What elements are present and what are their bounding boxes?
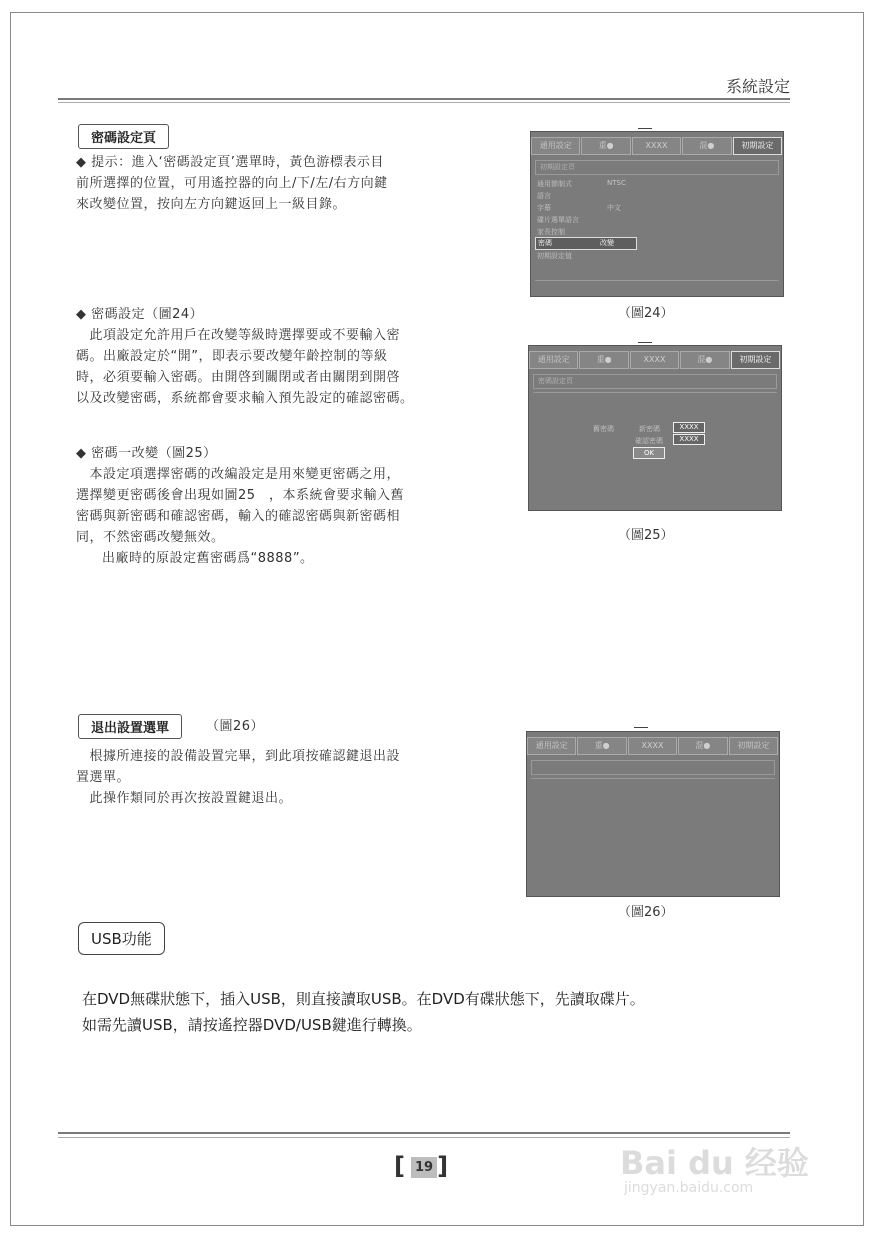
screen-divider: [531, 778, 775, 779]
password-setting-block: [76, 304, 414, 409]
tab-2[interactable]: 重●: [581, 137, 630, 155]
footer-rule: [58, 1132, 790, 1134]
tab-general[interactable]: 通用設定: [529, 351, 578, 369]
password-tip: [76, 152, 388, 215]
body-line: 此操作類同於再次按設置鍵退出。: [76, 791, 293, 806]
tab-initial-settings[interactable]: 初期設定: [733, 137, 782, 155]
new-password-label: 新密碼: [639, 425, 660, 433]
tab-general[interactable]: 通用設定: [531, 137, 580, 155]
section-title-exit: 退出設置選單: [78, 714, 182, 739]
watermark-url: jingyan.baidu.com: [624, 1180, 754, 1196]
menu-row-label[interactable]: 字幕: [537, 204, 551, 212]
body-line: 碼。出廠設定於“開”，即表示要改變年齡控制的等級: [76, 349, 388, 364]
page-number-value: 19: [411, 1157, 437, 1178]
old-password-label: 舊密碼: [593, 425, 614, 433]
tip-line: 前所選擇的位置，可用遙控器的向上/下/左/右方向鍵: [76, 176, 388, 191]
fig25-page-title: 密碼設定頁: [533, 374, 777, 389]
password-change-heading: ◆ 密碼一改變（圖25）: [76, 446, 217, 461]
header-rule-thin: [58, 102, 790, 103]
fig24-caption: （圖24）: [618, 306, 674, 321]
header-rule: [58, 98, 790, 100]
body-line: 根據所連接的設備設置完畢，到此項按確認鍵退出設: [76, 749, 401, 764]
fig24-page-title: 初期設定頁: [535, 160, 779, 175]
figure-marker: [634, 727, 648, 728]
body-line: 選擇變更密碼後會出現如圖25 ，本系統會要求輸入舊: [76, 488, 405, 503]
password-change-block: [76, 443, 404, 569]
tab-2[interactable]: 重●: [577, 737, 626, 755]
exit-body: [76, 746, 400, 809]
confirm-password-field[interactable]: XXXX: [673, 434, 705, 445]
body-line: 密碼與新密碼和確認密碼，輸入的確認密碼與新密碼相: [76, 509, 401, 524]
fig24-screen: [530, 131, 784, 297]
fig26-screen: [526, 731, 780, 897]
tab-initial-settings[interactable]: 初期設定: [731, 351, 780, 369]
menu-tabs: [529, 351, 781, 369]
usb-body: [82, 986, 645, 1038]
menu-row-value: 中文: [607, 204, 621, 212]
password-row-label: 密碼: [538, 239, 552, 247]
tip-line: 來改變位置，按向左方向鍵返回上一級目錄。: [76, 197, 347, 212]
password-row-selected[interactable]: [535, 237, 637, 250]
fig26-caption: （圖26）: [618, 905, 674, 920]
menu-tabs: [527, 737, 779, 755]
body-line: 以及改變密碼，系統都會要求輸入預先設定的確認密碼。: [76, 391, 414, 406]
fig25-screen: [528, 345, 782, 511]
menu-row-label[interactable]: 語言: [537, 192, 551, 200]
tab-3[interactable]: XXXX: [628, 737, 677, 755]
tab-4[interactable]: 混●: [678, 737, 727, 755]
confirm-password-label: 確認密碼: [635, 437, 663, 445]
menu-row-label[interactable]: 碟片選單語言: [537, 216, 579, 224]
page-header-title: 系統設定: [725, 77, 790, 96]
body-line: 時，必須要輸入密碼。由開啓到關閉或者由關閉到開啓: [76, 370, 401, 385]
body-line: 置選單。: [76, 770, 131, 785]
tab-2[interactable]: 重●: [579, 351, 628, 369]
ok-button[interactable]: OK: [633, 447, 665, 459]
menu-row-label[interactable]: 初期設定值: [537, 252, 572, 260]
tab-4[interactable]: 混●: [680, 351, 729, 369]
password-setting-heading: ◆ 密碼設定（圖24）: [76, 307, 204, 322]
menu-tabs: [531, 137, 783, 155]
page-number: [ 19 ]: [394, 1152, 455, 1180]
figure-marker: [638, 128, 652, 129]
screen-divider: [533, 392, 777, 393]
tab-general[interactable]: 通用設定: [527, 737, 576, 755]
fig26-empty-bar: [531, 760, 775, 775]
usb-line: 在DVD無碟狀態下，插入USB，則直接讀取USB。在DVD有碟狀態下，先讀取碟片。: [82, 990, 645, 1008]
fig25-caption: （圖25）: [618, 528, 674, 543]
figure-marker: [638, 342, 652, 343]
screen-divider: [535, 280, 779, 281]
tip-line: ◆ 提示：進入‘密碼設定頁’選單時，黃色游標表示目: [76, 155, 384, 170]
factory-password-note: 出廠時的原設定舊密碼爲“8888”。: [102, 551, 314, 566]
menu-row-label[interactable]: 通用節制式: [537, 180, 572, 188]
body-line: 同，不然密碼改變無效。: [76, 530, 225, 545]
tab-3[interactable]: XXXX: [632, 137, 681, 155]
menu-row-value: NTSC: [607, 179, 626, 187]
section-title-password: 密碼設定頁: [78, 124, 169, 149]
password-row-value: 改變: [600, 239, 614, 247]
body-line: 此項設定允許用戶在改變等級時選擇要或不要輸入密: [76, 328, 401, 343]
new-password-field[interactable]: XXXX: [673, 422, 705, 433]
tab-4[interactable]: 混●: [682, 137, 731, 155]
body-line: 本設定項選擇密碼的改編設定是用來變更密碼之用，: [76, 467, 401, 482]
tab-3[interactable]: XXXX: [630, 351, 679, 369]
watermark-logo: Bai du 经验: [620, 1144, 809, 1182]
section-title-usb: USB功能: [78, 922, 165, 955]
menu-row-label[interactable]: 家長控制: [537, 228, 565, 236]
exit-fig-ref: （圖26）: [206, 719, 265, 734]
tab-initial-settings[interactable]: 初期設定: [729, 737, 778, 755]
usb-line: 如需先讀USB，請按遙控器DVD/USB鍵進行轉換。: [82, 1016, 422, 1034]
